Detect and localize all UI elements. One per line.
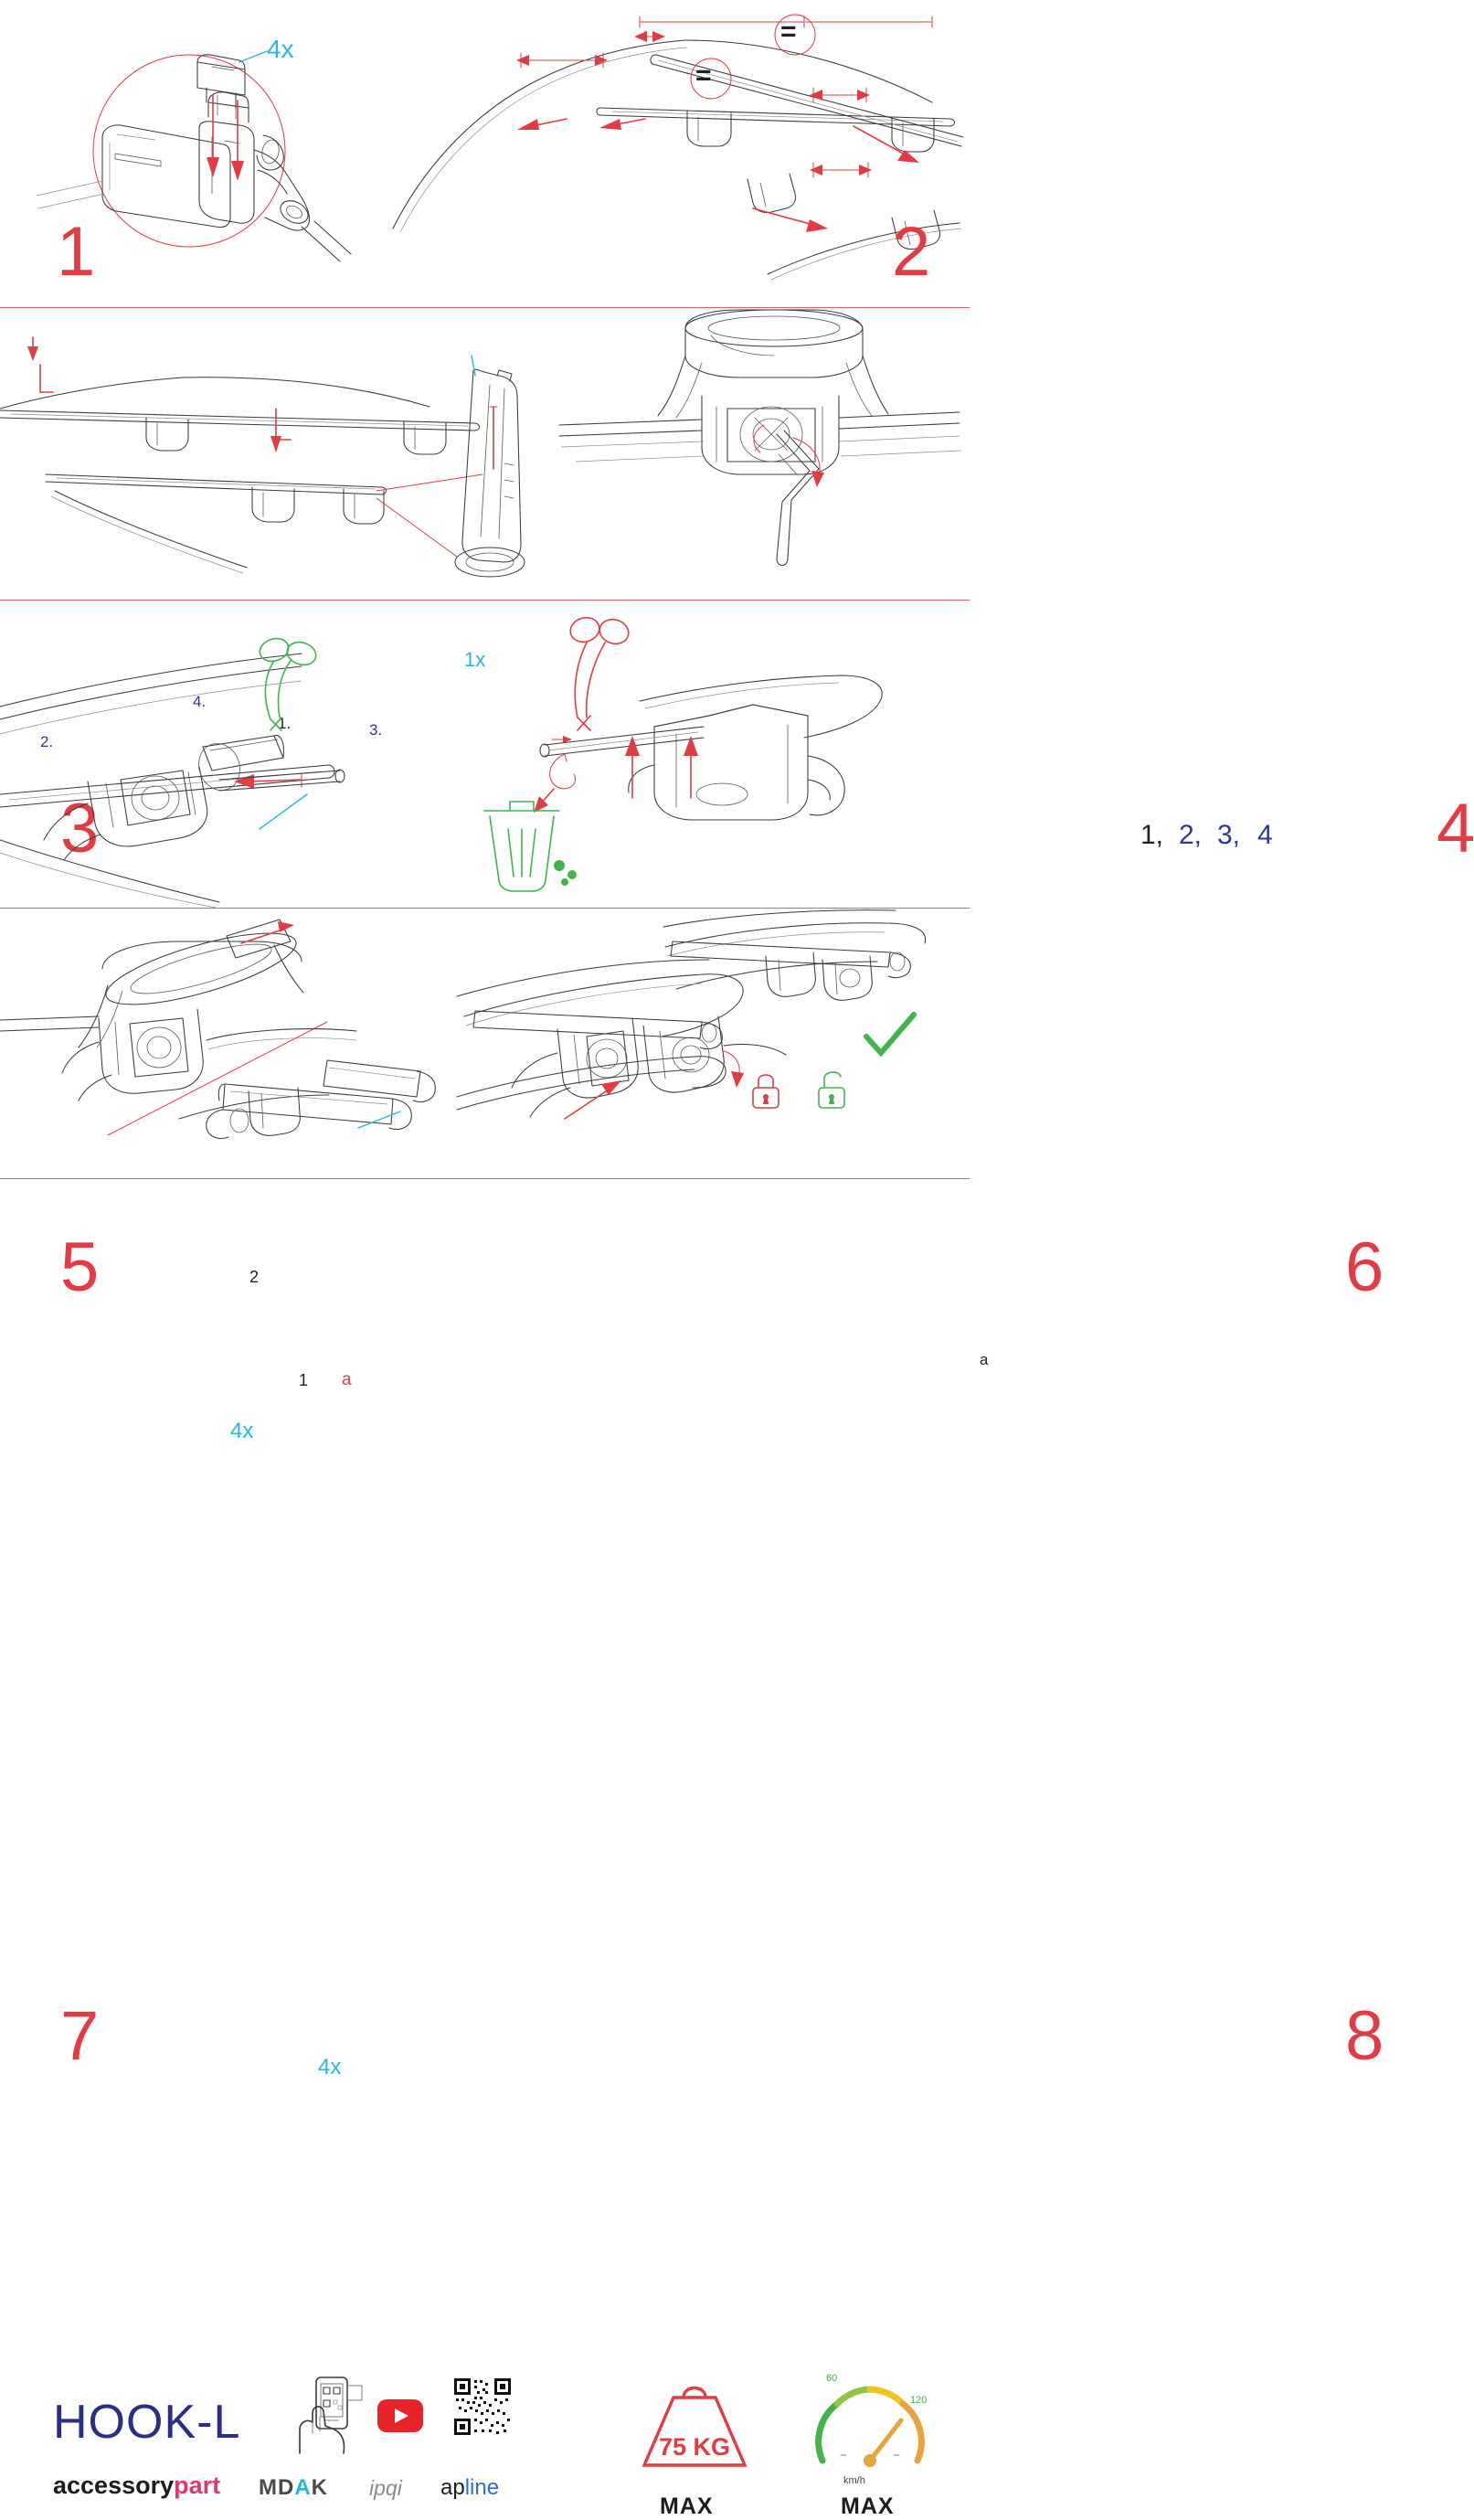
max-load-label: MAX <box>660 2493 714 2519</box>
step-5-panel <box>0 601 457 1443</box>
max-speed-label: MAX <box>841 2493 895 2519</box>
speed-unit-label: km/h <box>843 2475 865 2486</box>
step-2-illustration <box>384 0 970 307</box>
logo-apline: apline <box>440 2475 500 2500</box>
step-7-panel <box>0 909 457 2079</box>
step-5-label-1: 1 <box>299 1371 309 1389</box>
step-4-sequence-1: 1, <box>1140 820 1164 850</box>
step-7-quantity-label: 4x <box>318 2055 342 2079</box>
step-5-number: 5 <box>60 1228 99 1306</box>
step-2-panel <box>384 0 970 307</box>
step-3-number: 3 <box>60 790 99 867</box>
step-6-illustration <box>457 601 970 908</box>
step-2-equal-sign-2: = <box>780 16 797 47</box>
youtube-icon[interactable] <box>377 2399 423 2432</box>
step-2-equal-sign-1: = <box>695 60 712 90</box>
step-8-panel <box>457 909 1384 2075</box>
step-3-label-2: 2. <box>40 733 54 750</box>
step-3-label-3: 3. <box>369 721 383 739</box>
step-5-illustration <box>0 601 457 908</box>
step-8-number: 8 <box>1345 1997 1384 2075</box>
step-3-quantity-label: 1x <box>464 648 486 671</box>
step-6-panel <box>457 601 1384 1368</box>
max-speed-icon <box>813 2373 927 2473</box>
step-4-sequence-2: 2, <box>1179 820 1203 850</box>
step-3-label-1: 1. <box>278 715 292 732</box>
logo-ipqi: ipqi <box>369 2476 402 2500</box>
step-1-number: 1 <box>57 213 95 291</box>
step-4-panel <box>548 308 1474 867</box>
step-2-number: 2 <box>892 213 930 291</box>
step-3-panel <box>0 308 548 867</box>
phone-qr-scan-icon <box>294 2376 362 2455</box>
brand-wordmark <box>53 2472 220 2500</box>
step-3-illustration <box>0 308 548 600</box>
step-5-label-a: a <box>342 1370 352 1389</box>
step-4-sequence-4: 4 <box>1257 820 1273 850</box>
qr-code-icon <box>454 2378 511 2435</box>
step-6-label-a: a <box>980 1351 989 1368</box>
step-3-label-4: 4. <box>193 693 207 710</box>
step-4-illustration <box>548 308 970 600</box>
step-4-number: 4 <box>1437 790 1474 867</box>
step-4-sequence-3: 3, <box>1217 820 1241 850</box>
max-load-value: 75 KG <box>658 2433 731 2461</box>
brand-suffix: part <box>174 2472 221 2499</box>
speed-tick-60: 60 <box>826 2373 838 2384</box>
speed-tick-120: 120 <box>910 2395 928 2406</box>
step-8-illustration <box>457 909 970 1179</box>
step-5-quantity-label: 4x <box>230 1419 254 1443</box>
step-5-label-2: 2 <box>249 1268 260 1286</box>
step-1-quantity-label: 4x <box>267 35 294 63</box>
product-title: HOOK-L <box>53 2396 241 2449</box>
logo-mdak: MDAK <box>259 2475 329 2500</box>
step-7-illustration <box>0 909 457 1179</box>
step-7-number: 7 <box>60 1997 99 2075</box>
brand-prefix: accessory <box>53 2472 175 2499</box>
step-1-panel <box>0 0 384 307</box>
step-6-number: 6 <box>1345 1228 1384 1306</box>
